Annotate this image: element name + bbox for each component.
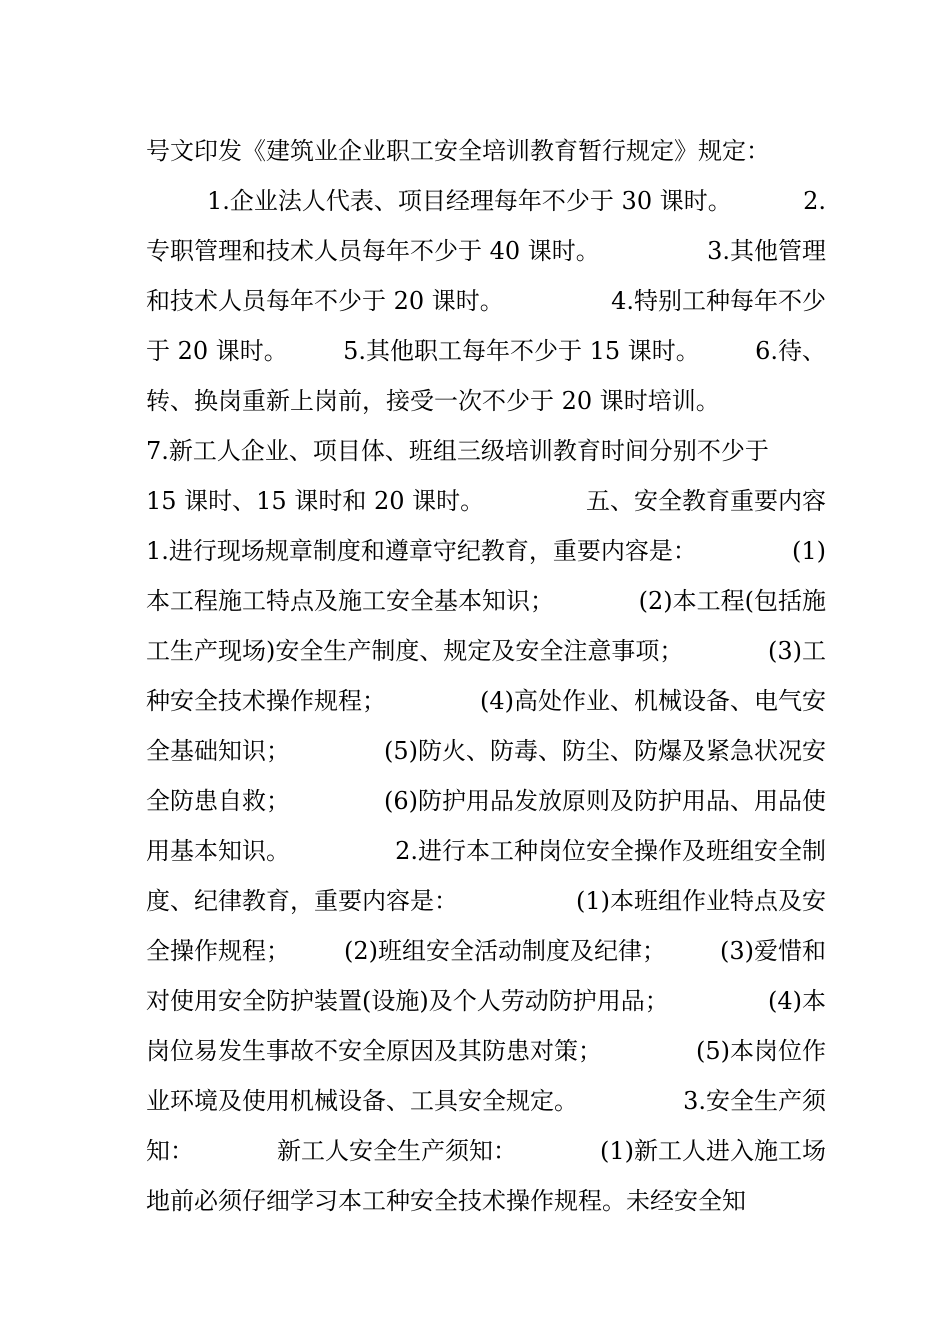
text-segment: (2)本工程(包括施 [638, 587, 826, 615]
text-segment: 专职管理和技术人员每年不少于 40 课时。 [146, 237, 600, 265]
text-line [146, 826, 826, 876]
text-segment: 业环境及使用机械设备、工具安全规定。 [146, 1087, 578, 1115]
text-segment: 1.企业法人代表、项目经理每年不少于 30 课时。 [146, 187, 732, 215]
text-line [146, 126, 826, 176]
text-segment: 新工人安全生产须知： [277, 1137, 517, 1165]
text-segment: 种安全技术操作规程； [146, 687, 386, 715]
text-segment: 和技术人员每年不少于 20 课时。 [146, 287, 504, 315]
text-segment: 用基本知识。 [146, 837, 290, 865]
text-segment: 转、换岗重新上岗前，接受一次不少于 20 课时培训。 [146, 387, 720, 415]
text-segment: (1)本班组作业特点及安 [576, 887, 826, 915]
text-line [146, 776, 826, 826]
text-segment: 6.待、 [755, 337, 826, 365]
text-segment: (2)班组安全活动制度及纪律； [344, 937, 666, 965]
text-segment: (5)防火、防毒、防尘、防爆及紧急状况安 [384, 737, 826, 765]
text-line [146, 476, 826, 526]
text-segment: 知： [146, 1137, 194, 1165]
text-segment: 地前必须仔细学习本工种安全技术操作规程。未经安全知 [146, 1187, 746, 1215]
text-segment: (3)爱惜和 [720, 937, 826, 965]
text-line [146, 926, 826, 976]
text-line [146, 326, 826, 376]
text-line [146, 1126, 826, 1176]
text-segment: 4.特别工种每年不少 [611, 287, 826, 315]
text-segment: 于 20 课时。 [146, 337, 288, 365]
text-segment: 3.安全生产须 [683, 1087, 826, 1115]
text-line [146, 426, 826, 476]
text-segment: 2. [803, 187, 826, 215]
text-segment: 全操作规程； [146, 937, 290, 965]
text-segment: (3)工 [768, 637, 826, 665]
text-segment: (4)高处作业、机械设备、电气安 [480, 687, 826, 715]
text-line [146, 376, 826, 426]
text-segment: 对使用安全防护装置(设施)及个人劳动防护用品； [146, 987, 669, 1015]
text-segment: 工生产现场)安全生产制度、规定及安全注意事项； [146, 637, 684, 665]
text-line [146, 976, 826, 1026]
text-segment: 3.其他管理 [707, 237, 826, 265]
text-segment: (1)新工人进入施工场 [600, 1137, 826, 1165]
text-line [146, 526, 826, 576]
text-line [146, 626, 826, 676]
text-segment: (1) [792, 537, 826, 565]
text-line [146, 276, 826, 326]
text-segment: 全基础知识； [146, 737, 290, 765]
text-line [146, 1026, 826, 1076]
text-segment: 号文印发《建筑业企业职工安全培训教育暂行规定》规定： [146, 137, 770, 165]
text-segment: 本工程施工特点及施工安全基本知识； [146, 587, 554, 615]
text-line [146, 176, 826, 226]
text-segment: 度、纪律教育，重要内容是： [146, 887, 458, 915]
text-segment: 2.进行本工种岗位安全操作及班组安全制 [395, 837, 826, 865]
text-line [146, 726, 826, 776]
text-segment: 全防患自救； [146, 787, 290, 815]
text-line [146, 1076, 826, 1126]
text-segment: 7.新工人企业、项目体、班组三级培训教育时间分别不少于 [146, 437, 769, 465]
text-segment: 岗位易发生事故不安全原因及其防患对策； [146, 1037, 602, 1065]
text-segment: 5.其他职工每年不少于 15 课时。 [343, 337, 700, 365]
text-line [146, 1176, 826, 1226]
text-line [146, 576, 826, 626]
text-segment: 1.进行现场规章制度和遵章守纪教育，重要内容是： [146, 537, 697, 565]
text-segment: (6)防护用品发放原则及防护用品、用品使 [384, 787, 826, 815]
text-line [146, 226, 826, 276]
text-segment: (5)本岗位作 [696, 1037, 826, 1065]
text-segment: (4)本 [768, 987, 826, 1015]
document-body [146, 126, 826, 1226]
text-segment: 15 课时、15 课时和 20 课时。 [146, 487, 485, 515]
text-line [146, 676, 826, 726]
text-segment: 五、安全教育重要内容 [586, 487, 826, 515]
text-line [146, 876, 826, 926]
